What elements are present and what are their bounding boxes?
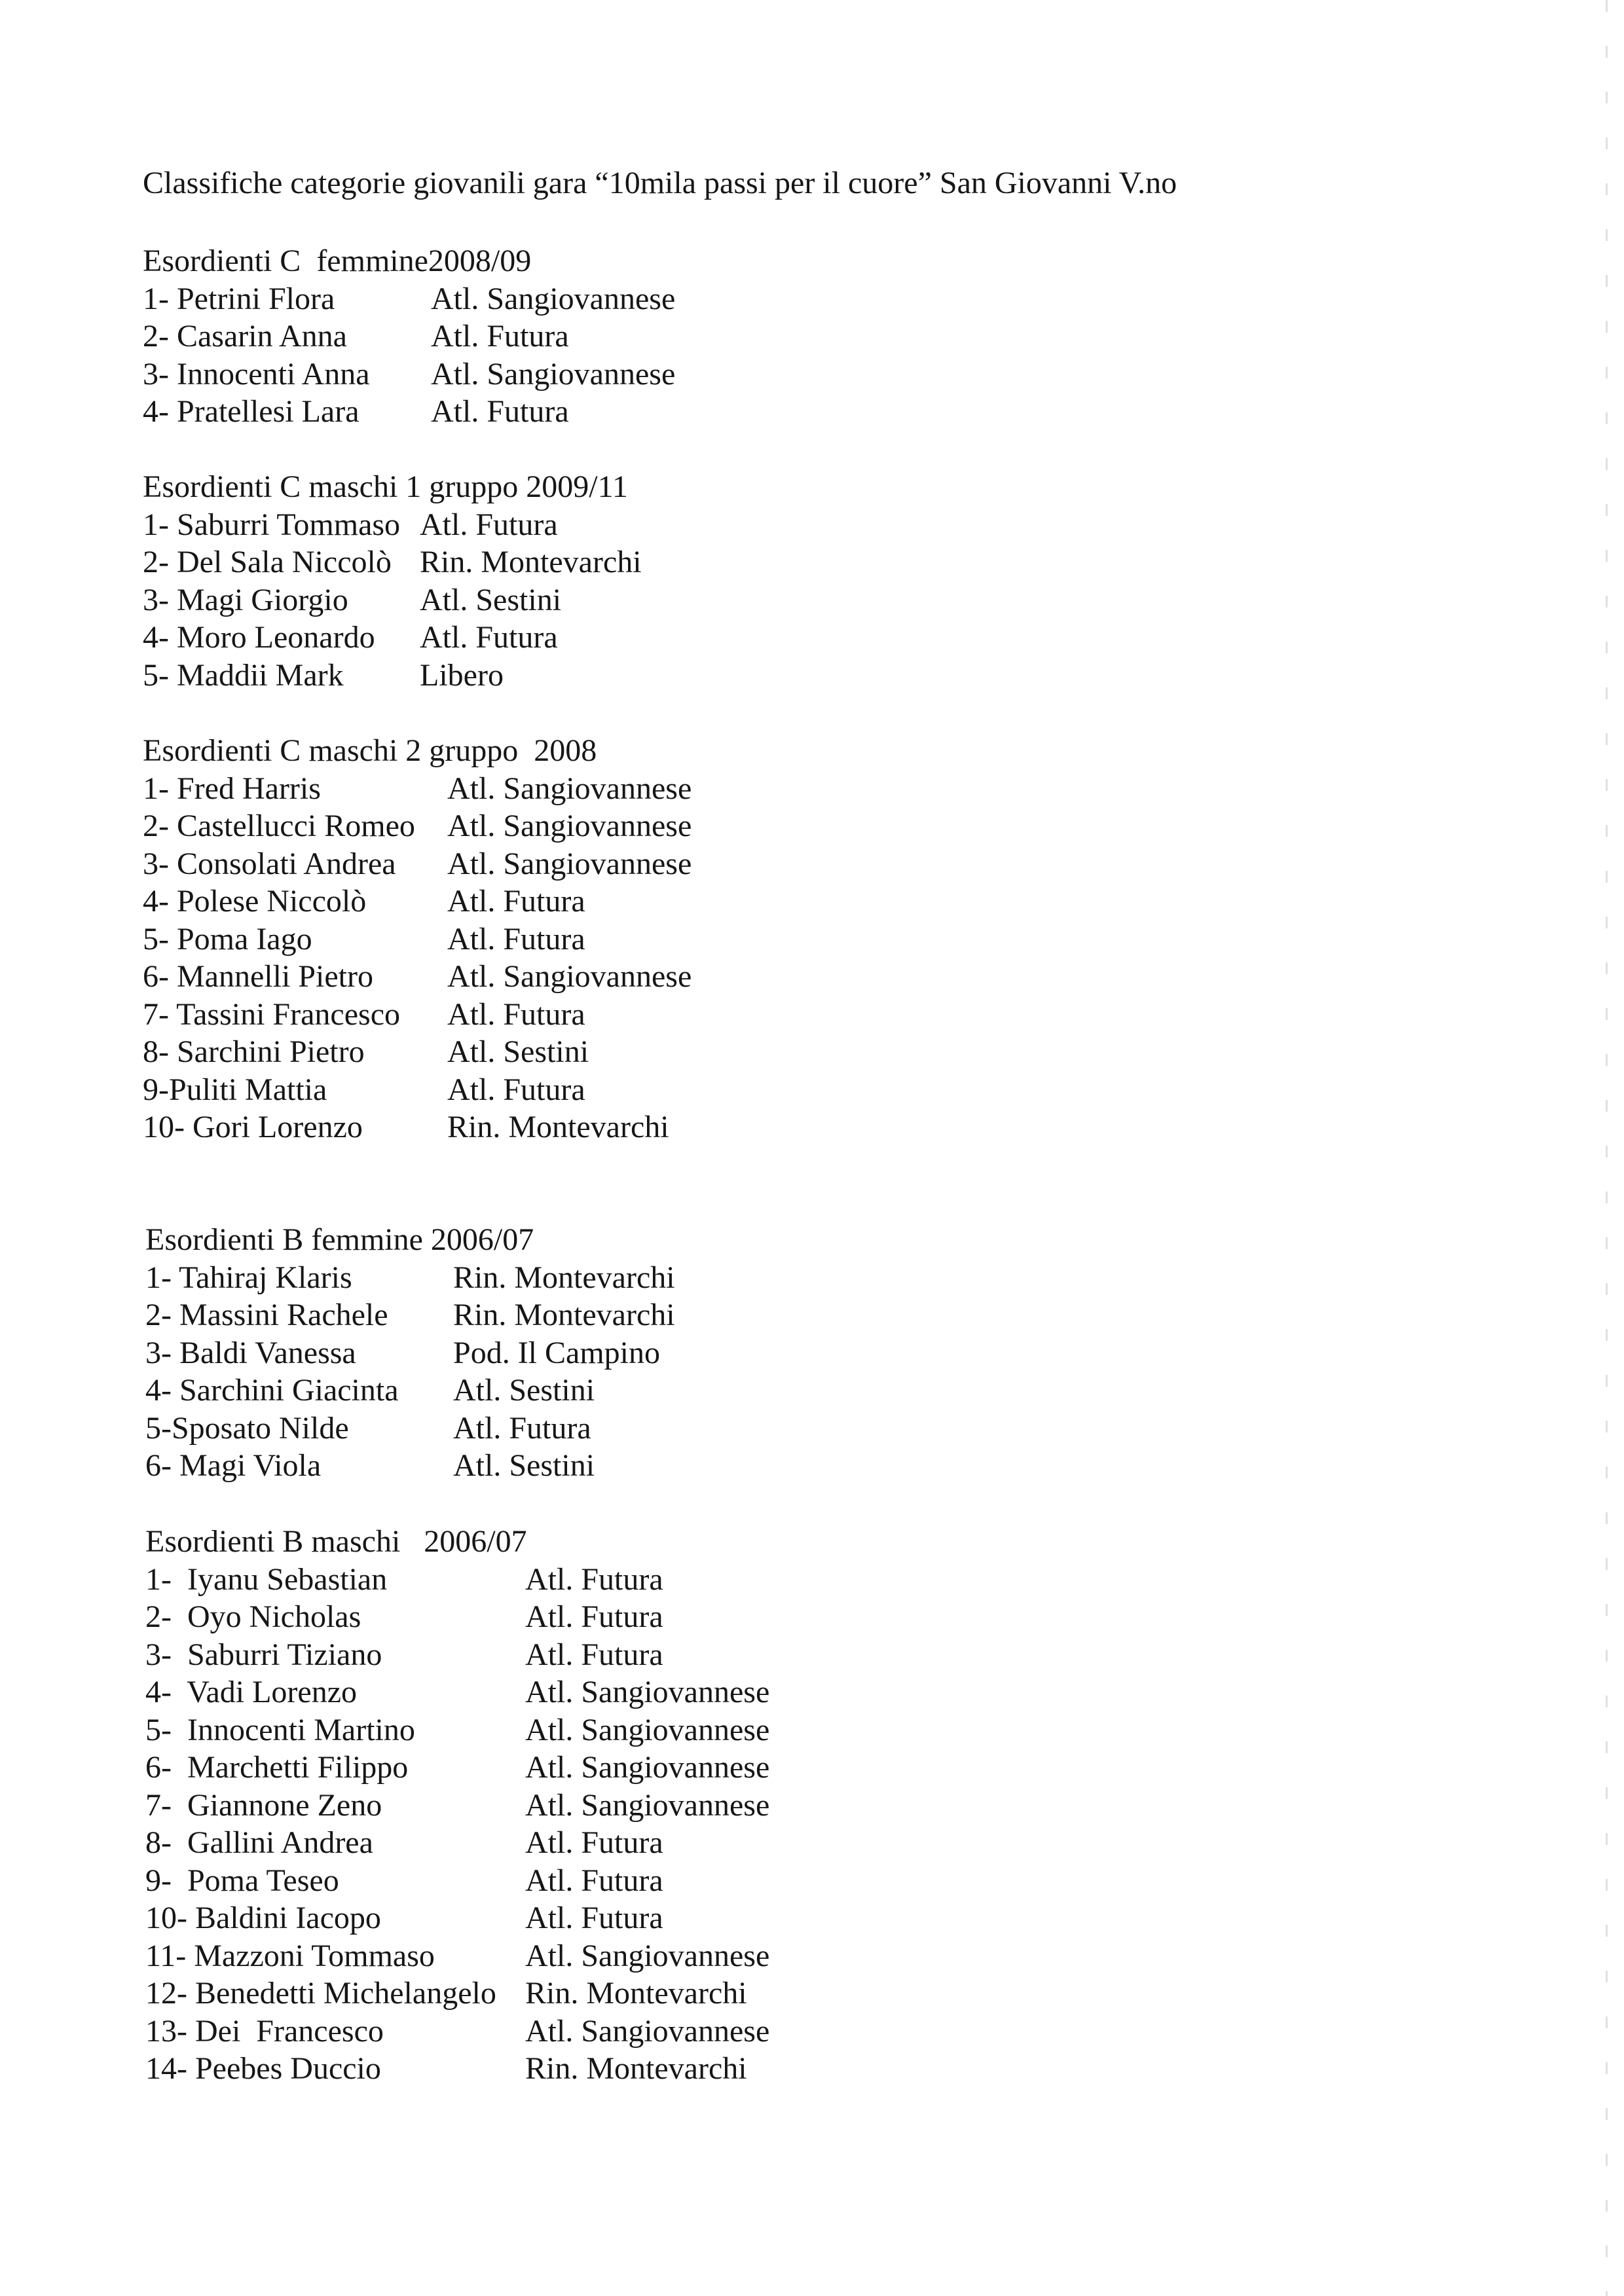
athlete-name: 2- Massini Rachele [145, 1298, 388, 1332]
club-name: Atl. Futura [431, 394, 569, 429]
club-name: Rin. Montevarchi [420, 545, 642, 579]
athlete-name: 7- Giannone Zeno [145, 1787, 382, 1823]
athlete-name: 1- Petrini Flora [143, 281, 335, 316]
club-name: Rin. Montevarchi [453, 1260, 675, 1295]
athlete-name: 3- Baldi Vanessa [145, 1335, 356, 1370]
list-item [143, 355, 676, 393]
athlete-name: 2- Del Sala Niccolò [143, 545, 392, 579]
list-item [143, 1071, 597, 1109]
section-esordienti-c-femmine [143, 242, 676, 431]
athlete-name: 8- Sarchini Pietro [143, 1034, 365, 1069]
list-item [143, 807, 692, 845]
list-item [143, 581, 628, 619]
athlete-name: 3- Magi Giorgio [143, 582, 348, 617]
club-name: Atl. Futura [525, 1599, 663, 1634]
list-item [143, 619, 628, 657]
athlete-name: 3- Saburri Tiziano [145, 1637, 382, 1672]
athlete-name: 1- Saburri Tommaso [143, 507, 401, 542]
list-item [145, 1824, 663, 1862]
list-item [145, 1899, 663, 1937]
athlete-name: 12- Benedetti Michelangelo [145, 1976, 496, 2011]
scan-edge-artifact [1606, 0, 1608, 2296]
club-name: Atl. Futura [453, 1410, 591, 1446]
athlete-name: 4- Pratellesi Lara [143, 394, 360, 429]
athlete-name: 4- Sarchini Giacinta [145, 1373, 399, 1408]
club-name: Atl. Sangiovannese [525, 1787, 770, 1823]
list-item [145, 1598, 663, 1636]
club-name: Rin. Montevarchi [525, 1976, 747, 2011]
club-name: Atl. Sestini [447, 1034, 589, 1069]
document-title: Classifiche categorie giovanili gara “10mila passi per il cuore” San Giovanni V.no [143, 166, 1177, 200]
club-name: Atl. Sestini [453, 1373, 595, 1408]
club-name: Atl. Sangiovannese [447, 771, 692, 806]
club-name: Atl. Futura [525, 1561, 663, 1597]
club-name: Atl. Futura [525, 1901, 663, 1935]
section-header: Esordienti C maschi 2 gruppo 2008 [143, 733, 597, 768]
list-item [145, 1862, 663, 1900]
section-header: Esordienti B femmine 2006/07 [145, 1222, 534, 1257]
club-name: Atl. Futura [447, 884, 585, 919]
list-item [145, 1749, 770, 1787]
list-item [143, 1108, 669, 1146]
list-item [145, 1636, 663, 1674]
athlete-name: 8- Gallini Andrea [145, 1825, 373, 1860]
club-name: Atl. Sangiovannese [525, 1750, 770, 1785]
athlete-name: 3- Innocenti Anna [143, 356, 370, 392]
list-item [143, 506, 628, 544]
section-esordienti-b-maschi [145, 1523, 770, 2088]
club-name: Atl. Sangiovannese [447, 846, 692, 881]
club-name: Atl. Futura [525, 1863, 663, 1898]
athlete-name: 2- Oyo Nicholas [145, 1599, 361, 1634]
list-item [145, 1787, 770, 1825]
section-esordienti-c-maschi-1 [143, 468, 642, 694]
list-item [143, 657, 628, 695]
club-name: Atl. Sangiovannese [431, 356, 676, 392]
section-esordienti-b-femmine [145, 1221, 675, 1485]
athlete-name: 10- Baldini Iacopo [145, 1901, 381, 1935]
athlete-name: 3- Consolati Andrea [143, 846, 396, 881]
club-name: Atl. Sangiovannese [525, 1712, 770, 1747]
list-item [145, 1447, 595, 1485]
club-name: Atl. Futura [447, 921, 585, 957]
club-name: Rin. Montevarchi [447, 1110, 669, 1144]
athlete-name: 10- Gori Lorenzo [143, 1110, 363, 1144]
club-name: Atl. Sangiovannese [431, 281, 676, 316]
athlete-name: 1- Iyanu Sebastian [145, 1561, 388, 1597]
list-item [143, 280, 676, 318]
list-item [143, 770, 692, 808]
club-name: Atl. Futura [420, 620, 558, 655]
athlete-name: 1- Fred Harris [143, 771, 321, 806]
athlete-name: 6- Magi Viola [145, 1448, 322, 1483]
club-name: Rin. Montevarchi [525, 2051, 747, 2086]
club-name: Pod. Il Campino [453, 1335, 661, 1370]
athlete-name: 6- Marchetti Filippo [145, 1750, 409, 1785]
club-name: Atl. Sangiovannese [525, 1938, 770, 1973]
club-name: Atl. Sangiovannese [525, 1675, 770, 1709]
athlete-name: 7- Tassini Francesco [143, 996, 400, 1032]
section-header: Esordienti C femmine2008/09 [143, 244, 532, 278]
list-item [145, 2050, 747, 2088]
athlete-name: 4- Moro Leonardo [143, 620, 375, 655]
list-item [143, 845, 692, 883]
athlete-name: 5-Sposato Nilde [145, 1410, 349, 1446]
athlete-name: 4- Vadi Lorenzo [145, 1675, 358, 1709]
club-name: Atl. Sestini [453, 1448, 595, 1483]
list-item [145, 1937, 770, 1975]
athlete-name: 6- Mannelli Pietro [143, 959, 373, 994]
list-item [145, 1673, 770, 1711]
club-name: Atl. Sangiovannese [525, 2013, 770, 2049]
athlete-name: 11- Mazzoni Tommaso [145, 1938, 435, 1973]
list-item [143, 996, 597, 1034]
list-item [143, 920, 597, 958]
club-name: Atl. Sestini [420, 582, 562, 617]
section-header: Esordienti C maschi 1 gruppo 2009/11 [143, 469, 628, 504]
club-name: Atl. Futura [525, 1825, 663, 1860]
club-name: Atl. Futura [447, 996, 585, 1032]
list-item [143, 318, 569, 355]
club-name: Atl. Sangiovannese [447, 809, 692, 843]
club-name: Atl. Sangiovannese [447, 959, 692, 994]
athlete-name: 5- Maddii Mark [143, 657, 344, 693]
athlete-name: 5- Innocenti Martino [145, 1712, 415, 1747]
athlete-name: 1- Tahiraj Klaris [145, 1260, 352, 1295]
section-header: Esordienti B maschi 2006/07 [145, 1524, 527, 1559]
athlete-name: 5- Poma Iago [143, 921, 312, 957]
athlete-name: 14- Peebes Duccio [145, 2051, 381, 2086]
list-item [145, 1296, 675, 1334]
club-name: Atl. Futura [525, 1637, 663, 1672]
athlete-name: 2- Castellucci Romeo [143, 809, 415, 843]
list-item [145, 1410, 591, 1448]
list-item [145, 1259, 675, 1297]
list-item [145, 2013, 770, 2050]
list-item [143, 1033, 597, 1071]
list-item [143, 958, 692, 996]
section-esordienti-c-maschi-2 [143, 732, 692, 1146]
list-item [143, 883, 597, 920]
athlete-name: 13- Dei Francesco [145, 2013, 384, 2049]
club-name: Atl. Futura [431, 319, 569, 354]
club-name: Rin. Montevarchi [453, 1298, 675, 1332]
club-name: Atl. Futura [420, 507, 558, 542]
athlete-name: 2- Casarin Anna [143, 319, 347, 354]
athlete-name: 9- Poma Teseo [145, 1863, 339, 1898]
club-name: Atl. Futura [447, 1072, 585, 1107]
athlete-name: 9-Puliti Mattia [143, 1072, 327, 1107]
list-item [145, 1334, 661, 1372]
list-item [145, 1372, 595, 1410]
list-item [145, 1561, 663, 1599]
club-name: Libero [420, 657, 504, 693]
list-item [143, 393, 569, 431]
list-item [145, 1975, 747, 2013]
list-item [143, 543, 642, 581]
list-item [145, 1711, 770, 1749]
athlete-name: 4- Polese Niccolò [143, 884, 367, 919]
